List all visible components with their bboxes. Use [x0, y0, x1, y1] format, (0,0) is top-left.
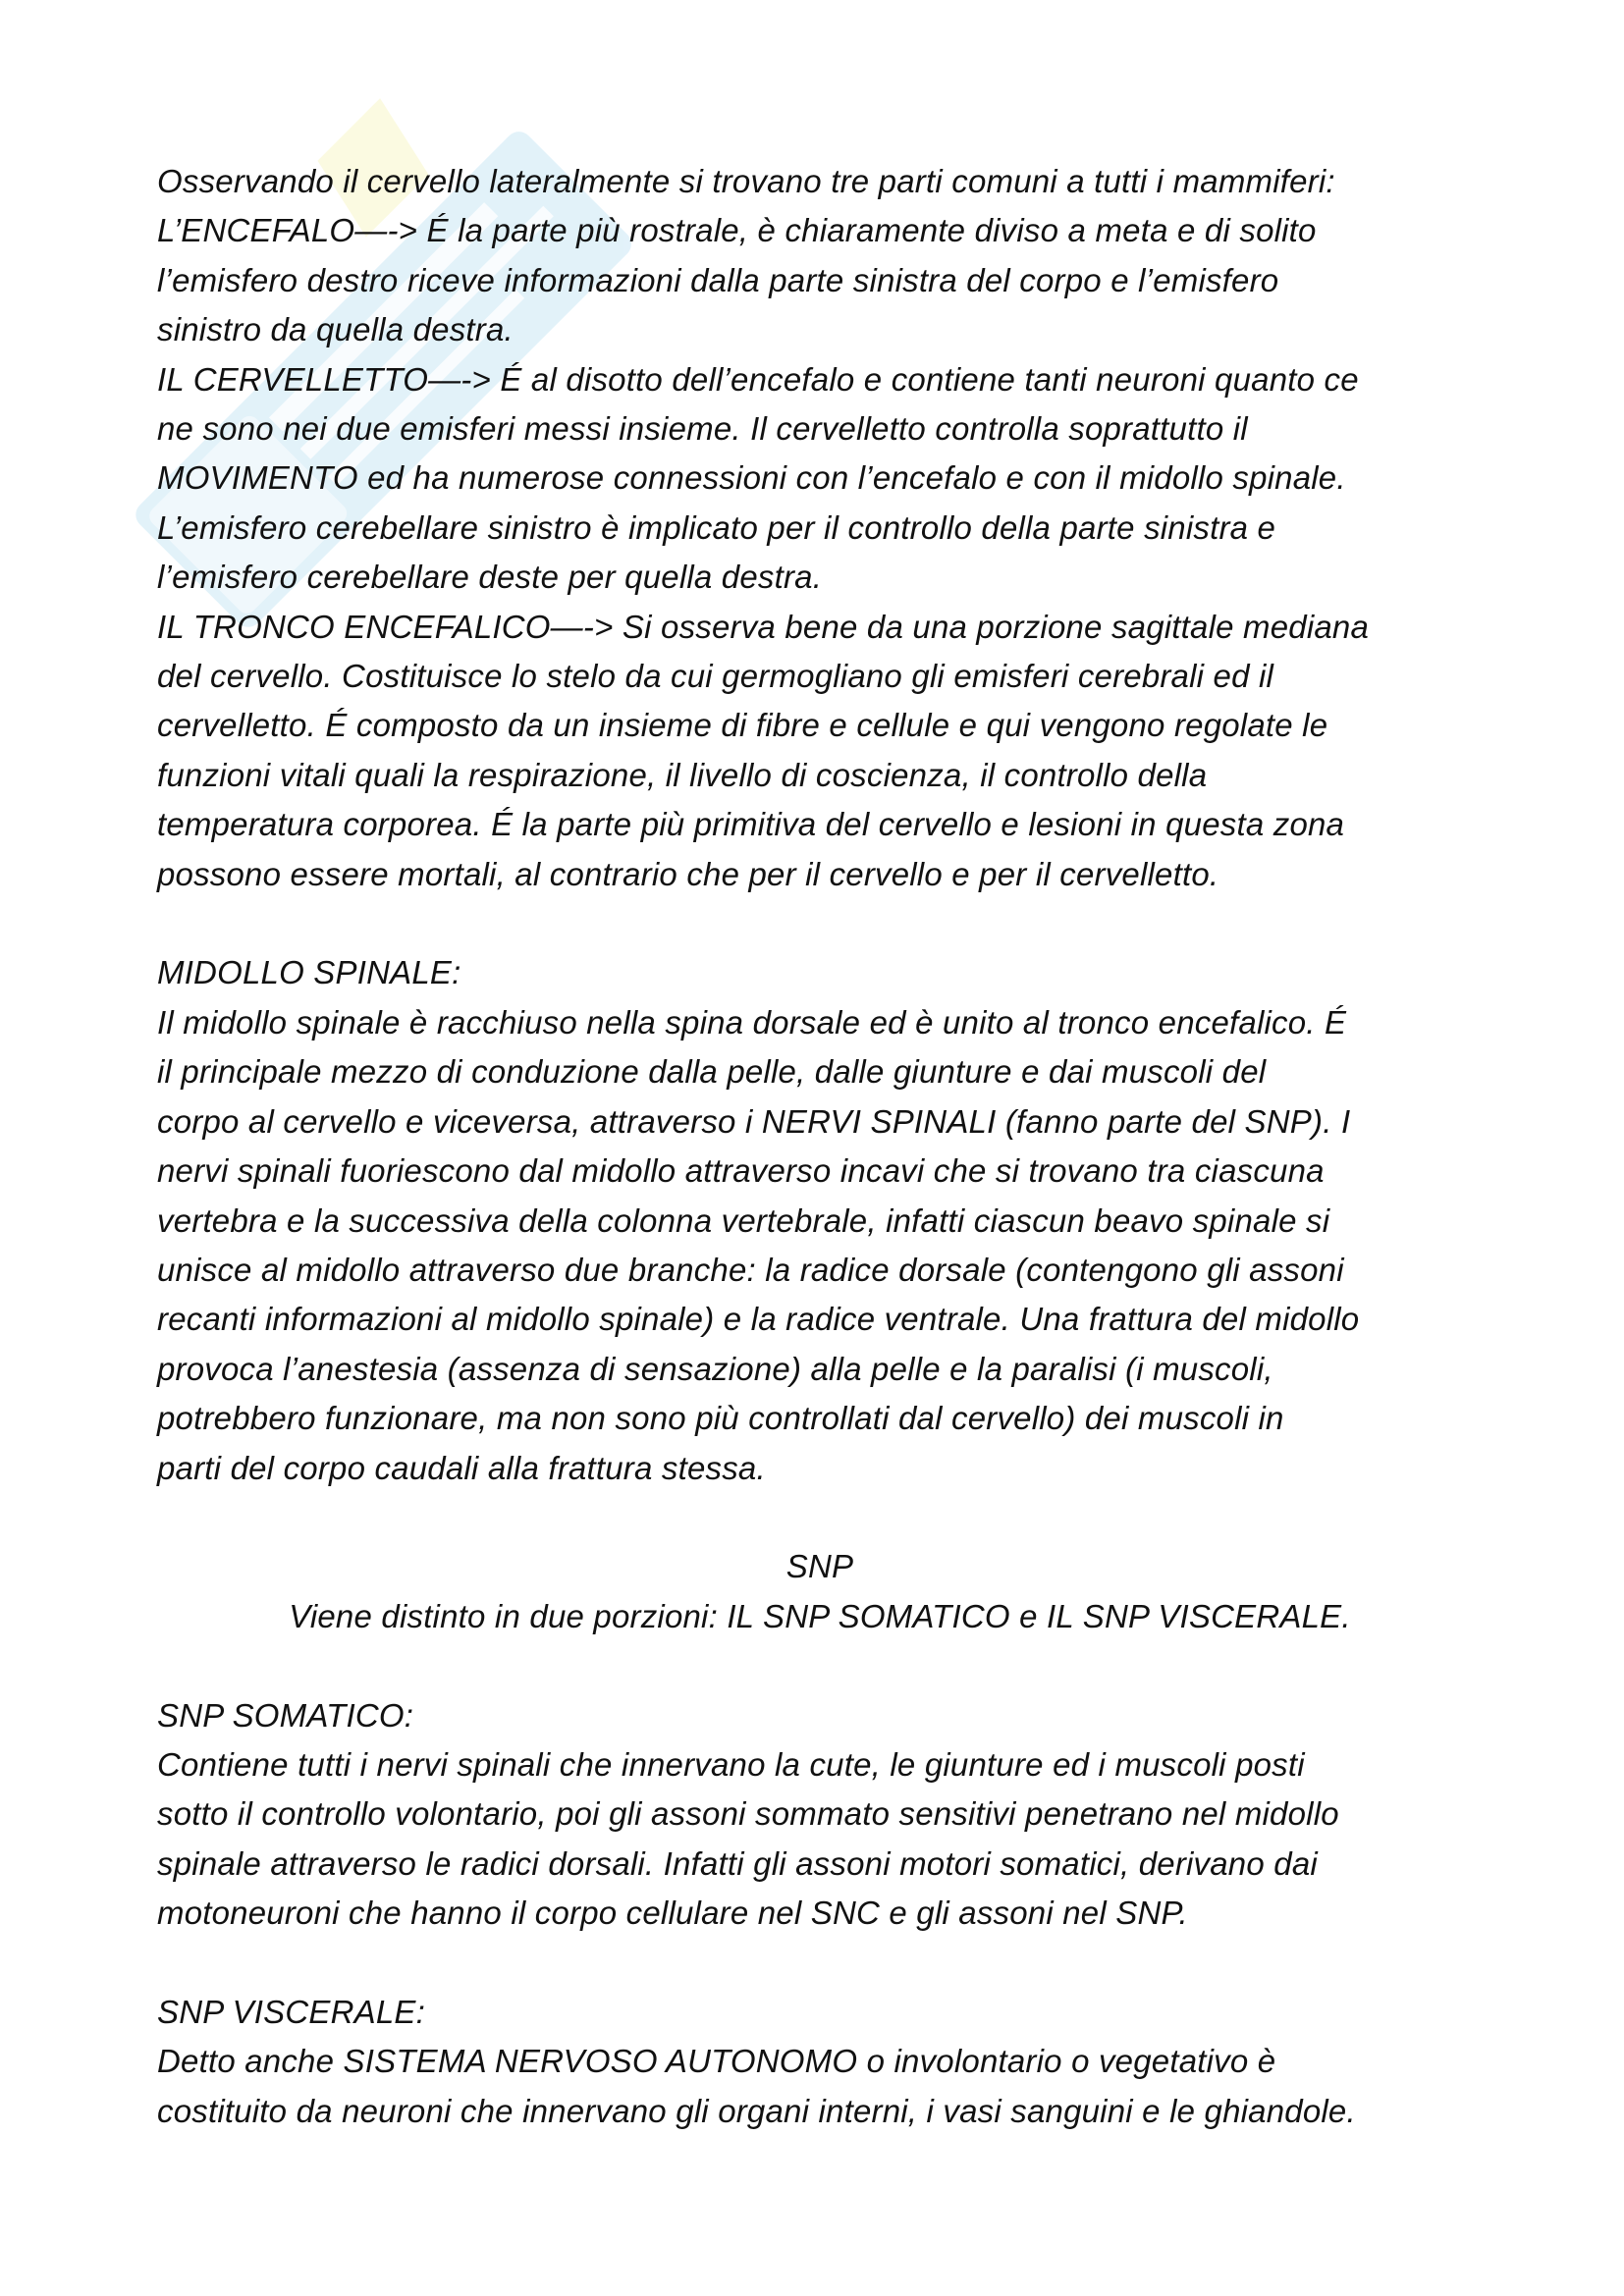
text-line: spinale attraverso le radici dorsali. Infatti gli assoni motori somatici, derivano dai: [157, 1844, 1318, 1882]
text-line: Osservando il cervello lateralmente si trovano tre parti comuni a tutti i mammiferi:: [157, 163, 1335, 199]
section-snp-visceral: [157, 1988, 1483, 2136]
text-line: IL TRONCO ENCEFALICO—-> Si osserva bene da una porzione sagittale mediana: [157, 608, 1370, 645]
text-line: cervelletto. É composto da un insieme di fibre e cellule e qui vengono regolate le: [157, 707, 1328, 744]
paragraph-gap: [157, 1493, 1483, 1542]
section-snp: [157, 1542, 1483, 1641]
text-line: l’emisfero destro riceve informazioni dalla parte sinistra del corpo e l’emisfero: [157, 261, 1279, 298]
text-line: corpo al cervello e viceversa, attraverso i NERVI SPINALI (fanno parte del SNP). I: [157, 1102, 1351, 1140]
text-line: recanti informazioni al midollo spinale) e la radice ventrale. Una frattura del midollo: [157, 1301, 1360, 1338]
text-line: Detto anche SISTEMA NERVOSO AUTONOMO o involontario o vegetativo è: [157, 2043, 1276, 2080]
text-line: nervi spinali fuoriescono dal midollo attraverso incavi che si trovano tra ciascuna: [157, 1152, 1325, 1190]
text-line: ne sono nei due emisferi messi insieme. Il cervelletto controlla soprattutto il: [157, 410, 1248, 448]
text-line: L’emisfero cerebellare sinistro è implicato per il controllo della parte sinistra e: [157, 508, 1276, 546]
text-line: del cervello. Costituisce lo stelo da cui germogliano gli emisferi cerebrali ed il: [157, 658, 1274, 695]
text-line: funzioni vitali quali la respirazione, il livello di coscienza, il controllo della: [157, 756, 1208, 793]
paragraph-gap: [157, 899, 1483, 948]
section-heading: SNP SOMATICO:: [157, 1696, 414, 1734]
section-heading: MIDOLLO SPINALE:: [157, 954, 461, 991]
text-line: IL CERVELLETTO—-> É al disotto dell’encefalo e contiene tanti neuroni quanto ce: [157, 360, 1359, 398]
paragraph-gap: [157, 1939, 1483, 1988]
snp-title: SNP: [785, 1548, 854, 1585]
section-snp-somatic: [157, 1691, 1483, 1939]
text-line: potrebbero funzionare, ma non sono più controllati dal cervello) dei muscoli in: [157, 1400, 1284, 1437]
section-brain-parts: [157, 157, 1483, 899]
text-line: temperatura corporea. É la parte più primitiva del cervello e lesioni in questa zona: [157, 806, 1345, 843]
text-line: l’emisfero cerebellare deste per quella destra.: [157, 559, 823, 596]
section-heading: SNP VISCERALE:: [157, 1993, 426, 2030]
text-line: sotto il controllo volontario, poi gli assoni sommato sensitivi penetrano nel midollo: [157, 1795, 1339, 1833]
paragraph-gap: [157, 1641, 1483, 1690]
text-line: parti del corpo caudali alla frattura stessa.: [157, 1449, 766, 1486]
text-line: Il midollo spinale è racchiuso nella spina dorsale ed è unito al tronco encefalico. É: [157, 1003, 1347, 1041]
document-page: [157, 157, 1483, 2136]
text-line: sinistro da quella destra.: [157, 311, 514, 348]
text-line: costituito da neuroni che innervano gli organi interni, i vasi sanguini e le ghiandole.: [157, 2092, 1356, 2129]
text-line: MOVIMENTO ed ha numerose connessioni con l’encefalo e con il midollo spinale.: [157, 459, 1346, 497]
text-line: Contiene tutti i nervi spinali che innervano la cute, le giunture ed i muscoli posti: [157, 1745, 1305, 1783]
text-line: motoneuroni che hanno il corpo cellulare nel SNC e gli assoni nel SNP.: [157, 1895, 1188, 1932]
text-line: il principale mezzo di conduzione dalla pelle, dalle giunture e dai muscoli del: [157, 1053, 1267, 1091]
text-line: vertebra e la successiva della colonna vertebrale, infatti ciascun beavo spinale si: [157, 1201, 1330, 1239]
section-spinal-cord: [157, 948, 1483, 1492]
text-line: possono essere mortali, al contrario che per il cervello e per il cervelletto.: [157, 855, 1219, 892]
text-line: L’ENCEFALO—-> É la parte più rostrale, è chiaramente diviso a meta e di solito: [157, 212, 1317, 249]
text-line: unisce al midollo attraverso due branche: la radice dorsale (contengono gli assoni: [157, 1251, 1344, 1288]
text-line: provoca l’anestesia (assenza di sensazione) alla pelle e la paralisi (i muscoli,: [157, 1350, 1273, 1387]
snp-subtitle: Viene distinto in due porzioni: IL SNP SOMATICO e IL SNP VISCERALE.: [289, 1597, 1351, 1634]
